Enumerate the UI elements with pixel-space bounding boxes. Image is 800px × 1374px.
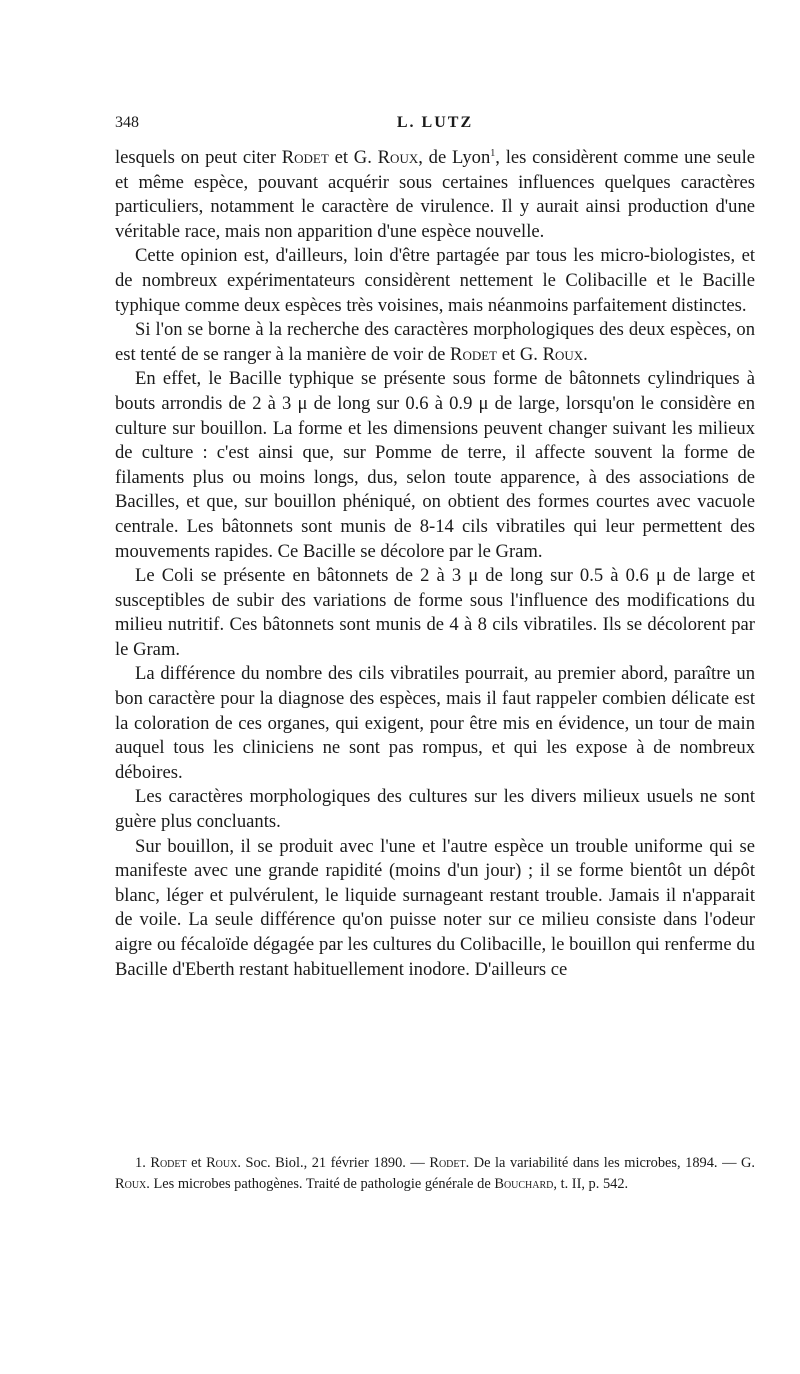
paragraph-3 [115,318,755,367]
footnote-1 [115,1153,755,1194]
text-run: Si l'on se borne à la recherche des caractères morphologiques des deux espèces, on est tenté de se ranger à la manière de voir de [115,319,755,365]
text-run: lesquels on peut citer [115,147,282,168]
author-name: Roux [377,147,419,168]
author-name: Roux [542,343,584,365]
text-run: , les considèrent comme une seule et même espèce, pouvant acquérir sous certaines influences quelques caractères particuliers, notamment le caractère de virulence. Il y aurait ainsi production d'une véritable race, mais non apparition d'une espèce nouvelle. [115,147,755,242]
text-run: , de Lyon [418,147,491,168]
paragraph-7: Les caractères morphologiques des cultures sur les divers milieux usuels ne sont guère plus concluants. [115,786,755,833]
text-run: . [583,343,588,365]
author-name: Rodet [281,147,329,168]
author-name: Bouchard [494,1175,554,1192]
author-name: Roux [206,1155,238,1171]
running-head: L. LUTZ [396,114,474,131]
text-run: et [186,1155,207,1171]
text-run: . De la variabilité dans les microbes, 1894. — G. [465,1155,755,1171]
text-run: . Soc. Biol., 21 février 1890. — [237,1155,430,1171]
footnote-number: 1. [135,1155,146,1171]
text-run: . Les microbes pathogènes. Traité de pathologie générale de [146,1175,495,1192]
text-run: et G. [497,343,543,365]
footnote-ref: 1 [490,148,496,159]
text-run: , t. II, p. 542. [553,1175,629,1192]
paragraph-2: Cette opinion est, d'ailleurs, loin d'être partagée par tous les micro-biologistes, et de nombreux expérimentateurs considèrent nettement le Colibacille et le Bacille typhique comme deux espèces très voisines, mais néanmoins parfaitement distinctes. [115,245,755,316]
author-name: Roux [115,1175,147,1192]
paragraph-6: La différence du nombre des cils vibratiles pourrait, au premier abord, paraître un bon caractère pour la diagnose des espèces, mais il faut rappeler combien délicate est la coloration de ces organes, qui exigent, pour être mis en évidence, un tour de main auquel tous les cliniciens ne sont pas rompus, et qui les expose à de nombreux déboires. [115,663,755,783]
author-name: Rodet [150,1155,187,1171]
page-number: 348 [115,114,139,131]
text-run: et G. [328,147,378,168]
body-text [115,146,755,982]
paragraph-5: Le Coli se présente en bâtonnets de 2 à 3 μ de long sur 0.5 à 0.6 μ de large et susceptibles de subir des variations de forme sous l'influence des modifications du milieu nutritif. Ces bâtonnets sont munis de 4 à 8 cils vibratiles. Ils se décolorent par le Gram. [115,565,755,660]
paragraph-8: Sur bouillon, il se produit avec l'une et l'autre espèce un trouble uniforme qui se manifeste avec une grande rapidité (moins d'un jour) ; il se forme bientôt un dépôt blanc, léger et pulvérulent, le liquide surnageant restant trouble. Jamais il n'apparait de voile. La seule différence qu'on puisse noter sur ce milieu consiste dans l'odeur aigre ou fécaloïde dégagée par les cultures du Colibacille, le bouillon qui renferme du Bacille d'Eberth restant habituellement inodore. D'ailleurs ce [115,835,755,980]
author-name: Rodet [429,1155,466,1171]
paragraph-4: En effet, le Bacille typhique se présente sous forme de bâtonnets cylindriques à bouts arrondis de 2 à 3 μ de long sur 0.6 à 0.9 μ de large, lorsqu'on le considère en culture sur bouillon. La forme et les dimensions peuvent changer suivant les milieux de culture : c'est ainsi que, sur Pomme de terre, il affecte souvent la forme de filaments plus ou moins longs, dus, selon toute apparence, à des associations de Bacilles, et que, sur bouillon phéniqué, on obtient des formes courtes avec vacuole centrale. Les bâtonnets sont munis de 8-14 cils vibratiles qui leur permettent des mouvements rapides. Ce Bacille se décolore par le Gram. [115,368,755,562]
paragraph-1 [115,146,755,244]
footnotes [115,1153,755,1194]
page-header [115,114,755,138]
author-name: Rodet [450,343,498,365]
